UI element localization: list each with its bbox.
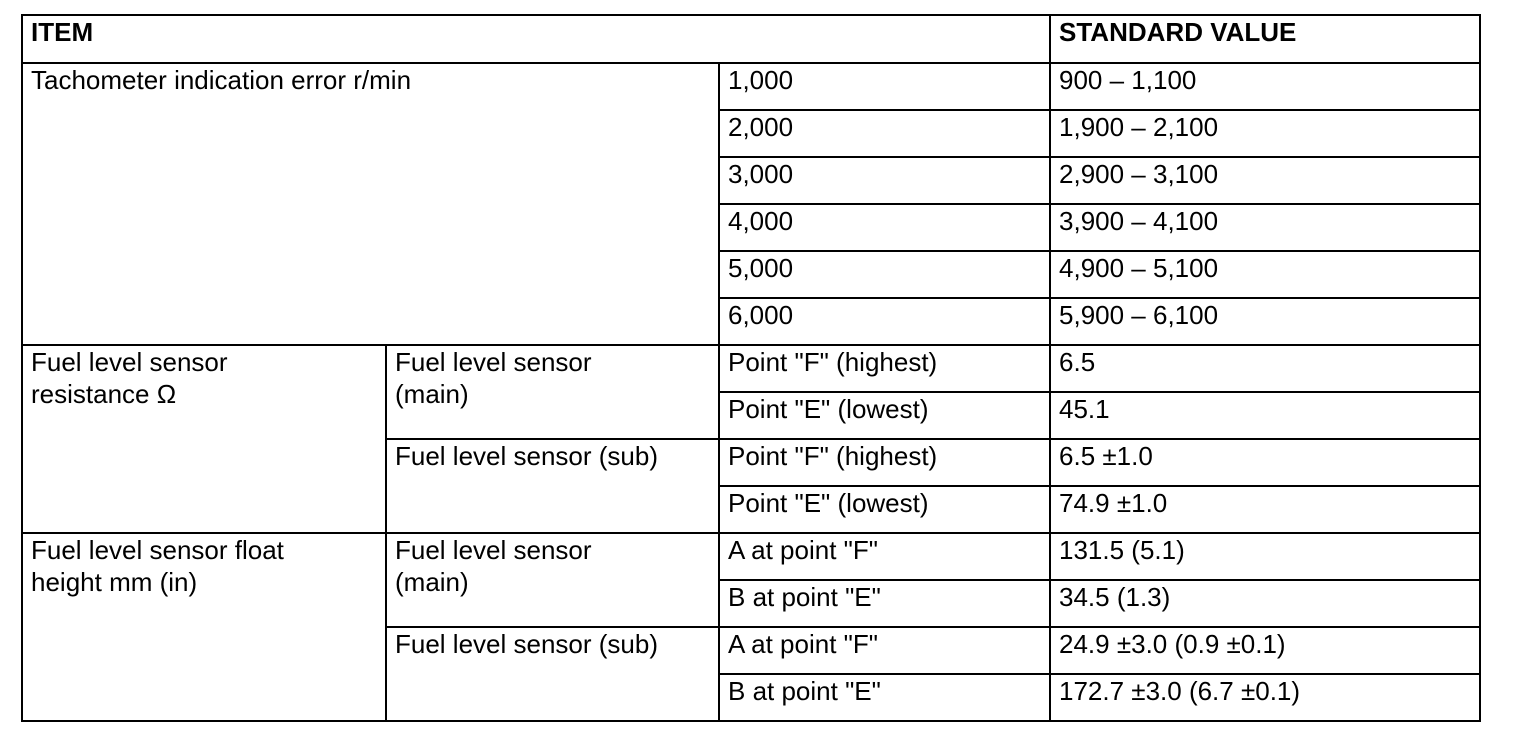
resistance-point: Point "E" (lowest) — [719, 392, 1050, 439]
tachometer-label: Tachometer indication error r/min — [22, 63, 719, 345]
resistance-main-label-line1: Fuel level sensor — [395, 347, 592, 377]
float-height-label-line2: height mm (in) — [31, 567, 198, 597]
float-main-label — [386, 533, 719, 627]
float-height-label-line1: Fuel level sensor float — [31, 535, 284, 565]
resistance-label-line2: resistance Ω — [31, 379, 177, 409]
tachometer-speed: 6,000 — [719, 298, 1050, 345]
resistance-value: 74.9 ±1.0 — [1050, 486, 1480, 533]
float-sub-label: Fuel level sensor (sub) — [386, 627, 719, 721]
standard-value-header: STANDARD VALUE — [1050, 15, 1480, 63]
resistance-label-line1: Fuel level sensor — [31, 347, 228, 377]
resistance-value: 6.5 — [1050, 345, 1480, 392]
tachometer-speed: 4,000 — [719, 204, 1050, 251]
tachometer-value: 1,900 – 2,100 — [1050, 110, 1480, 157]
item-header: ITEM — [22, 15, 1050, 63]
header-row — [22, 15, 1480, 63]
tachometer-value: 900 – 1,100 — [1050, 63, 1480, 110]
resistance-point: Point "F" (highest) — [719, 439, 1050, 486]
tachometer-value: 2,900 – 3,100 — [1050, 157, 1480, 204]
resistance-point: Point "F" (highest) — [719, 345, 1050, 392]
tachometer-value: 5,900 – 6,100 — [1050, 298, 1480, 345]
resistance-sub-label: Fuel level sensor (sub) — [386, 439, 719, 533]
tachometer-speed: 3,000 — [719, 157, 1050, 204]
resistance-value: 45.1 — [1050, 392, 1480, 439]
table-row — [22, 63, 1480, 110]
float-value: 24.9 ±3.0 (0.9 ±0.1) — [1050, 627, 1480, 674]
float-height-label — [22, 533, 386, 721]
tachometer-speed: 5,000 — [719, 251, 1050, 298]
tachometer-value: 3,900 – 4,100 — [1050, 204, 1480, 251]
float-point: B at point "E" — [719, 674, 1050, 721]
resistance-main-label — [386, 345, 719, 439]
tachometer-speed: 1,000 — [719, 63, 1050, 110]
tachometer-speed: 2,000 — [719, 110, 1050, 157]
tachometer-value: 4,900 – 5,100 — [1050, 251, 1480, 298]
resistance-value: 6.5 ±1.0 — [1050, 439, 1480, 486]
float-point: A at point "F" — [719, 627, 1050, 674]
float-point: B at point "E" — [719, 580, 1050, 627]
float-point: A at point "F" — [719, 533, 1050, 580]
float-value: 172.7 ±3.0 (6.7 ±0.1) — [1050, 674, 1480, 721]
table-row — [22, 533, 1480, 580]
resistance-main-label-line2: (main) — [395, 379, 469, 409]
float-value: 131.5 (5.1) — [1050, 533, 1480, 580]
float-value: 34.5 (1.3) — [1050, 580, 1480, 627]
float-main-label-line2: (main) — [395, 567, 469, 597]
table-row — [22, 345, 1480, 392]
float-main-label-line1: Fuel level sensor — [395, 535, 592, 565]
resistance-point: Point "E" (lowest) — [719, 486, 1050, 533]
standard-value-table — [21, 14, 1481, 722]
resistance-label — [22, 345, 386, 533]
